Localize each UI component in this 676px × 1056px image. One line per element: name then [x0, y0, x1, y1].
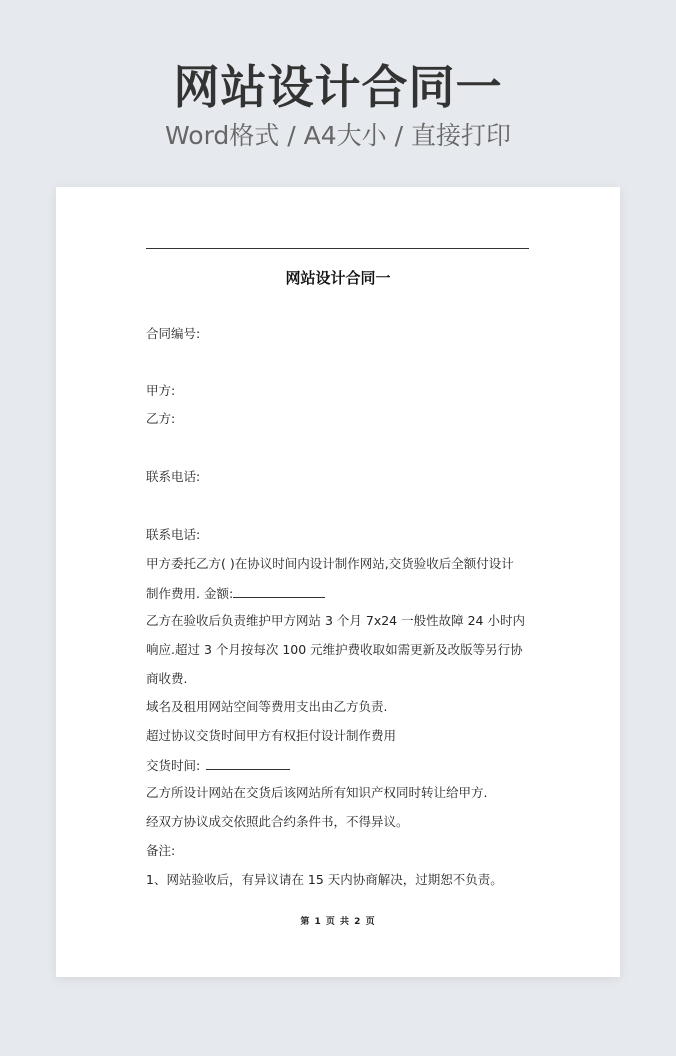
clause-1-line-2 [146, 585, 325, 602]
remarks-label: 备注: [146, 843, 176, 858]
phone-label-1: 联系电话: [146, 469, 201, 484]
delivery-time-blank [206, 757, 290, 770]
delivery-time-label: 交货时间: [146, 758, 201, 773]
remark-1: 1、网站验收后，有异议请在 15 天内协商解决，过期恕不负责。 [146, 872, 503, 887]
party-b-label: 乙方: [146, 411, 176, 426]
banner [0, 58, 676, 152]
header-rule [146, 248, 529, 249]
clause-2-line-3: 商收费. [146, 671, 188, 686]
clause-2-line-2: 响应.超过 3 个月按每次 100 元维护费收取如需更新及改版等另行协 [146, 642, 523, 657]
clause-1-line-1: 甲方委托乙方( )在协议时间内设计制作网站,交货验收后全额付设计 [146, 556, 514, 571]
document-page [56, 187, 620, 977]
clause-1-amount-label: 制作费用. 金额: [146, 586, 234, 601]
clause-2-line-1: 乙方在验收后负责维护甲方网站 3 个月 7x24 一般性故障 24 小时内 [146, 613, 525, 628]
page-number: 第 1 页 共 2 页 [300, 917, 376, 927]
clause-4: 超过协议交货时间甲方有权拒付设计制作费用 [146, 728, 397, 743]
amount-blank [233, 585, 325, 598]
phone-label-2: 联系电话: [146, 527, 201, 542]
delivery-time-line [146, 757, 290, 774]
banner-subtitle: Word格式 / A4大小 / 直接打印 [165, 121, 511, 150]
clause-6: 经双方协议成交依照此合约条件书，不得异议。 [146, 814, 409, 829]
contract-no-label: 合同编号: [146, 326, 201, 341]
banner-title: 网站设计合同一 [173, 60, 503, 114]
clause-3: 域名及租用网站空间等费用支出由乙方负责. [146, 699, 388, 714]
party-a-label: 甲方: [146, 383, 176, 398]
clause-5: 乙方所设计网站在交货后该网站所有知识产权同时转让给甲方. [146, 785, 488, 800]
document-title: 网站设计合同一 [285, 269, 391, 287]
